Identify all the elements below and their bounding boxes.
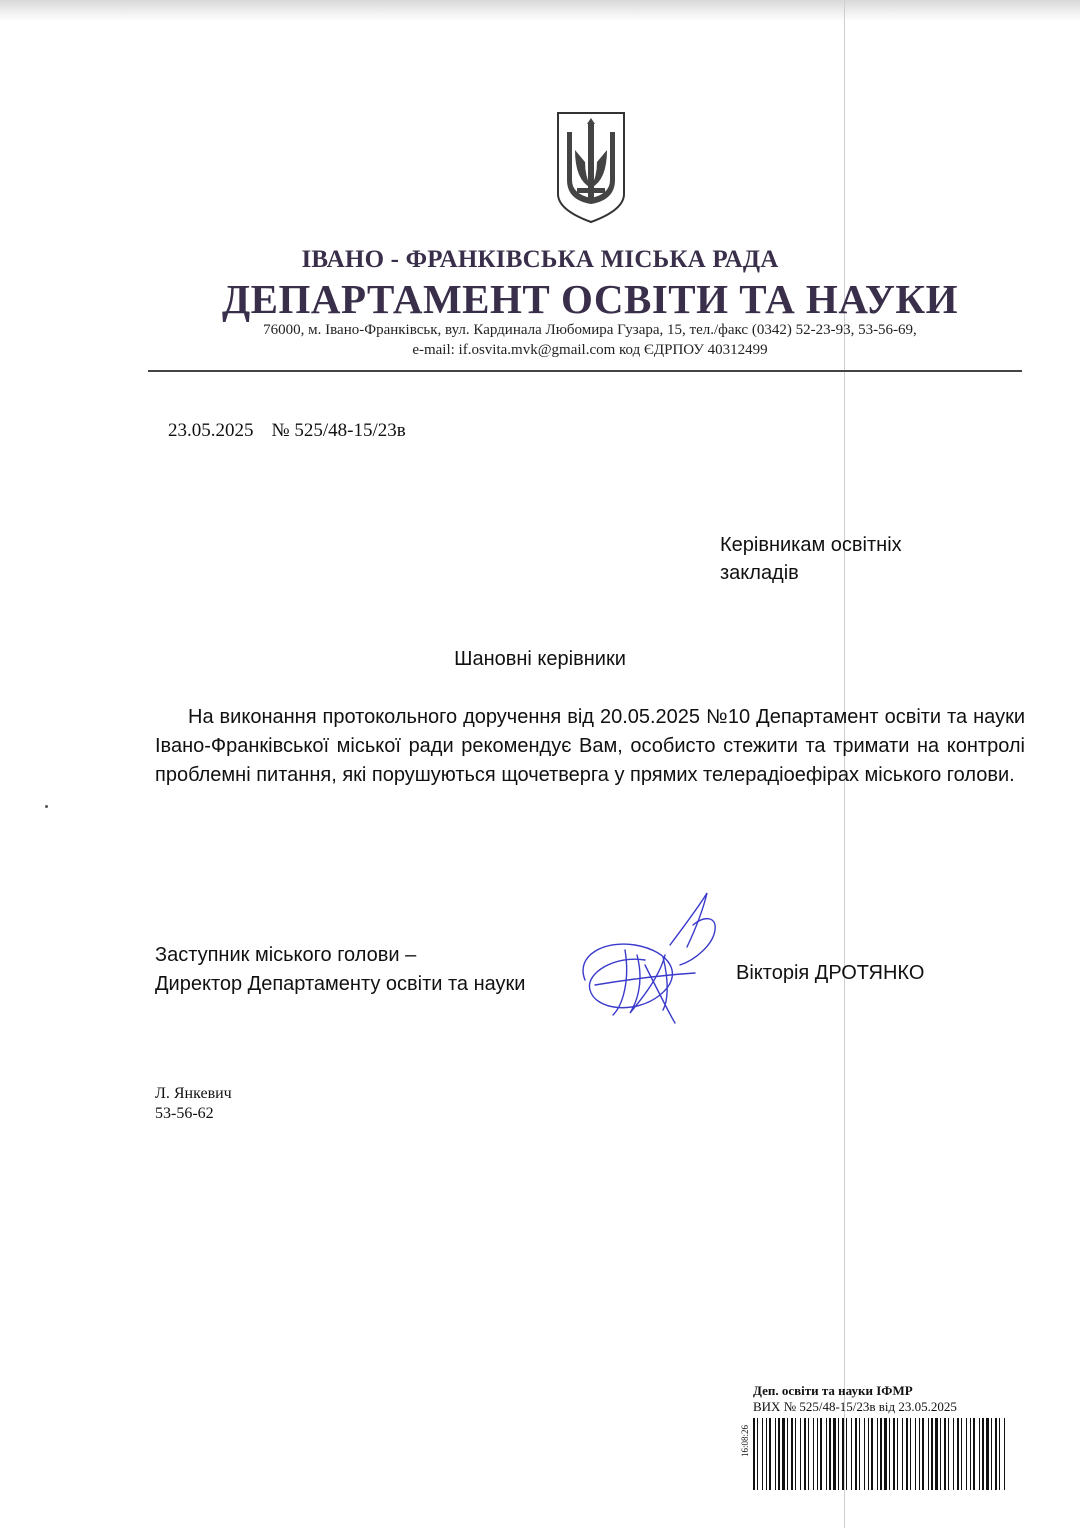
barcode-bar xyxy=(877,1418,878,1490)
signer-position xyxy=(155,941,525,999)
barcode-bar xyxy=(922,1418,924,1490)
barcode-bar xyxy=(787,1418,788,1490)
barcode-bar xyxy=(991,1418,992,1490)
barcode-bar xyxy=(826,1418,827,1490)
document-reference xyxy=(168,420,406,442)
barcode-bar xyxy=(871,1418,873,1490)
barcode-bar xyxy=(986,1418,989,1490)
barcode-bar xyxy=(762,1418,763,1490)
tryzub-coat-of-arms-icon xyxy=(555,110,627,225)
barcode-bar xyxy=(935,1418,938,1490)
barcode-bar xyxy=(999,1418,1000,1490)
barcode-bar xyxy=(769,1418,771,1490)
addressee-line: закладів xyxy=(720,562,799,584)
barcode-bar xyxy=(808,1418,809,1490)
barcode-bar xyxy=(1004,1418,1005,1490)
barcode-bar xyxy=(948,1418,949,1490)
registration-time: 16:08:26 xyxy=(740,1425,750,1458)
barcode-bar xyxy=(973,1418,975,1490)
registration-department: Деп. освіти та науки ІФМР xyxy=(753,1383,913,1398)
barcode-bar xyxy=(800,1418,801,1490)
barcode-bar xyxy=(915,1418,916,1490)
barcode-bar xyxy=(931,1418,933,1490)
barcode-bar xyxy=(957,1418,959,1490)
barcode-bar xyxy=(910,1418,911,1490)
executor-name: Л. Янкевич xyxy=(155,1085,232,1102)
department-address xyxy=(190,320,990,360)
header-divider xyxy=(148,370,1022,372)
letter-body: На виконання протокольного доручення від 20.05.2025 №10 Департамент освіти та науки Івано-Франківської міської ради рекомендує Вам, особисто стежити та тримати на контролі проблемні питання, які порушуються щочетверга у прямих телерадіоефірах міського голови. xyxy=(155,706,1025,786)
barcode-bar xyxy=(855,1418,857,1490)
scan-edge-shadow xyxy=(0,0,1080,22)
signer-name: Вікторія ДРОТЯНКО xyxy=(736,962,925,984)
address-line: 76000, м. Івано-Франківськ, вул. Кардинала Любомира Гузара, 15, тел./факс (0342) 52-23-93, 53-56-69, xyxy=(263,322,917,338)
executor-info xyxy=(155,1084,232,1124)
barcode-bar xyxy=(906,1418,908,1490)
document-date: 23.05.2025 xyxy=(168,420,254,441)
barcode-bar xyxy=(902,1418,903,1490)
barcode-bar xyxy=(979,1418,980,1490)
salutation: Шановні керівники xyxy=(454,648,626,670)
barcode-bar xyxy=(970,1418,971,1490)
document-number: № 525/48-15/23в xyxy=(271,420,406,441)
barcode-bar xyxy=(775,1418,776,1490)
barcode-bar xyxy=(846,1418,847,1490)
contact-line: e-mail: if.osvita.mvk@gmail.com код ЄДРПОУ 40312499 xyxy=(412,342,768,358)
barcode-bar xyxy=(966,1418,967,1490)
barcode-bar xyxy=(782,1418,785,1490)
barcode-bar xyxy=(868,1418,869,1490)
barcode-bar xyxy=(778,1418,780,1490)
barcode-bar xyxy=(795,1418,796,1490)
scan-speck xyxy=(45,805,48,808)
barcode-bar xyxy=(766,1418,767,1490)
barcode-bar xyxy=(838,1418,839,1490)
barcode-bar xyxy=(880,1418,882,1490)
barcode-bar xyxy=(833,1418,836,1490)
executor-phone: 53-56-62 xyxy=(155,1105,214,1122)
registration-stamp xyxy=(733,1380,1008,1490)
barcode-bar xyxy=(851,1418,852,1490)
barcode-bar xyxy=(820,1418,822,1490)
barcode-bar xyxy=(884,1418,887,1490)
barcode-bar xyxy=(889,1418,890,1490)
handwritten-signature xyxy=(575,885,735,1025)
signer-position-line: Заступник міського голови – xyxy=(155,944,417,966)
barcode-bar xyxy=(757,1418,758,1490)
barcode-bar xyxy=(944,1418,946,1490)
barcode-bar xyxy=(940,1418,941,1490)
addressee-line: Керівникам освітніх xyxy=(720,534,902,556)
barcode-bar xyxy=(859,1418,860,1490)
barcode-bar xyxy=(813,1418,814,1490)
registration-number: ВИХ № 525/48-15/23в від 23.05.2025 xyxy=(753,1399,957,1414)
department-title: ДЕПАРТАМЕНТ ОСВІТИ ТА НАУКИ xyxy=(221,276,959,322)
barcode-bar xyxy=(842,1418,844,1490)
barcode-bar xyxy=(953,1418,954,1490)
barcode-bar xyxy=(804,1418,806,1490)
barcode-bar xyxy=(829,1418,831,1490)
barcode-bar xyxy=(961,1418,962,1490)
barcode-bar xyxy=(897,1418,898,1490)
barcode-bar xyxy=(864,1418,865,1490)
barcode-bar xyxy=(995,1418,997,1490)
barcode-bar xyxy=(928,1418,929,1490)
barcode-icon xyxy=(753,1418,1008,1490)
barcode-bar xyxy=(791,1418,793,1490)
addressee xyxy=(720,531,980,587)
signer-position-line: Директор Департаменту освіти та науки xyxy=(155,973,526,995)
city-council-title: ІВАНО - ФРАНКІВСЬКА МІСЬКА РАДА xyxy=(301,246,779,273)
barcode-bar xyxy=(919,1418,920,1490)
barcode-bar xyxy=(753,1418,755,1490)
barcode-bar xyxy=(893,1418,895,1490)
barcode-bar xyxy=(817,1418,818,1490)
barcode-bar xyxy=(982,1418,984,1490)
